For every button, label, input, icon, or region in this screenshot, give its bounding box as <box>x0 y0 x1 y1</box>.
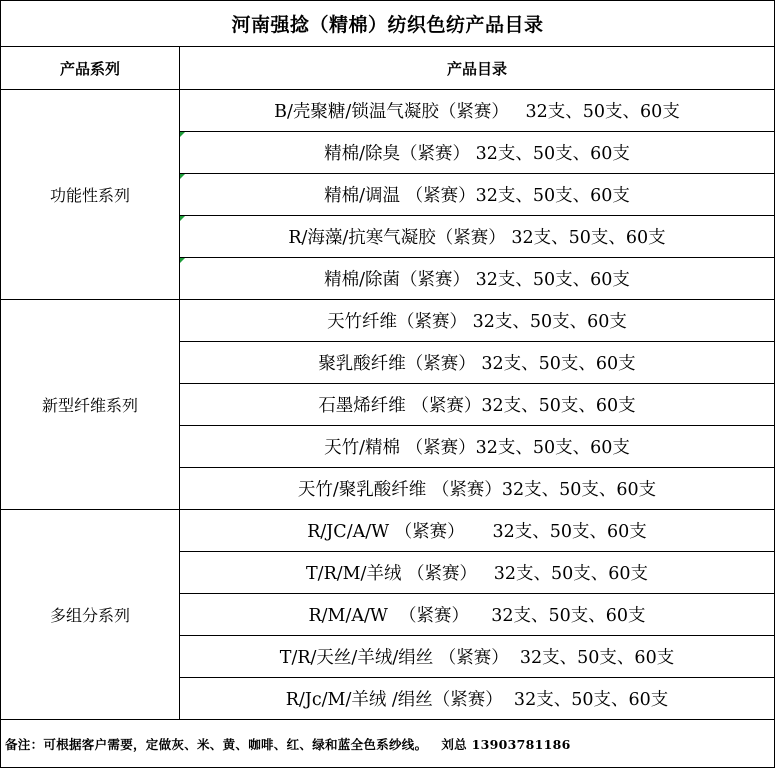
product-name: 石墨烯纤维 （紧赛）32支、50支、60支 <box>318 396 636 416</box>
product-cell <box>180 132 775 174</box>
product-cell <box>180 174 775 216</box>
product-name: T/R/M/羊绒 （紧赛） 32支、50支、60支 <box>306 564 649 584</box>
product-name: B/壳聚糖/锁温气凝胶（紧赛） 32支、50支、60支 <box>274 102 680 122</box>
product-name: 精棉/除臭（紧赛） 32支、50支、60支 <box>324 144 630 164</box>
product-cell <box>180 216 775 258</box>
comment-marker-icon <box>180 132 185 137</box>
product-name: 聚乳酸纤维（紧赛） 32支、50支、60支 <box>318 354 636 374</box>
product-cell <box>180 594 775 636</box>
product-name: 精棉/除菌（紧赛） 32支、50支、60支 <box>324 270 630 290</box>
series-header: 产品系列 <box>1 47 180 90</box>
table-row <box>1 510 775 552</box>
product-name: 天竹/聚乳酸纤维 （紧赛）32支、50支、60支 <box>297 480 657 500</box>
product-name: R/M/A/W （紧赛） 32支、50支、60支 <box>308 606 646 626</box>
comment-marker-icon <box>180 174 185 179</box>
catalog-title: 河南强捻（精棉）纺织色纺产品目录 <box>1 1 775 47</box>
product-cell <box>180 678 775 720</box>
product-name: 天竹纤维（紧赛） 32支、50支、60支 <box>327 312 627 332</box>
comment-marker-icon <box>180 258 185 263</box>
product-cell <box>180 90 775 132</box>
product-cell <box>180 342 775 384</box>
product-cell <box>180 426 775 468</box>
category-new-fiber: 新型纤维系列 <box>1 300 180 510</box>
product-name: R/海藻/抗寒气凝胶（紧赛） 32支、50支、60支 <box>288 228 666 248</box>
product-name: R/JC/A/W （紧赛） 32支、50支、60支 <box>307 522 647 542</box>
product-cell <box>180 300 775 342</box>
table-row <box>1 300 775 342</box>
note-row <box>1 720 775 768</box>
header-row <box>1 47 775 90</box>
product-name: T/R/天丝/羊绒/绢丝 （紧赛） 32支、50支、60支 <box>279 648 675 668</box>
product-cell <box>180 468 775 510</box>
product-header: 产品目录 <box>180 47 775 90</box>
remark-text: 备注：可根据客户需要，定做灰、米、黄、咖啡、红、绿和蓝全色系纱线。 刘总 13903781186 <box>5 736 571 752</box>
product-cell <box>180 552 775 594</box>
category-functional: 功能性系列 <box>1 90 180 300</box>
product-name: 天竹/精棉 （紧赛）32支、50支、60支 <box>324 438 630 458</box>
product-cell <box>180 384 775 426</box>
remark-cell <box>1 720 775 768</box>
category-multi-component: 多组分系列 <box>1 510 180 720</box>
title-row <box>1 1 775 47</box>
table-row <box>1 90 775 132</box>
product-cell <box>180 510 775 552</box>
product-name: 精棉/调温 （紧赛）32支、50支、60支 <box>324 186 630 206</box>
comment-marker-icon <box>180 216 185 221</box>
product-cell <box>180 636 775 678</box>
product-cell <box>180 258 775 300</box>
product-name: R/Jc/M/羊绒 /绢丝（紧赛） 32支、50支、60支 <box>285 690 669 710</box>
